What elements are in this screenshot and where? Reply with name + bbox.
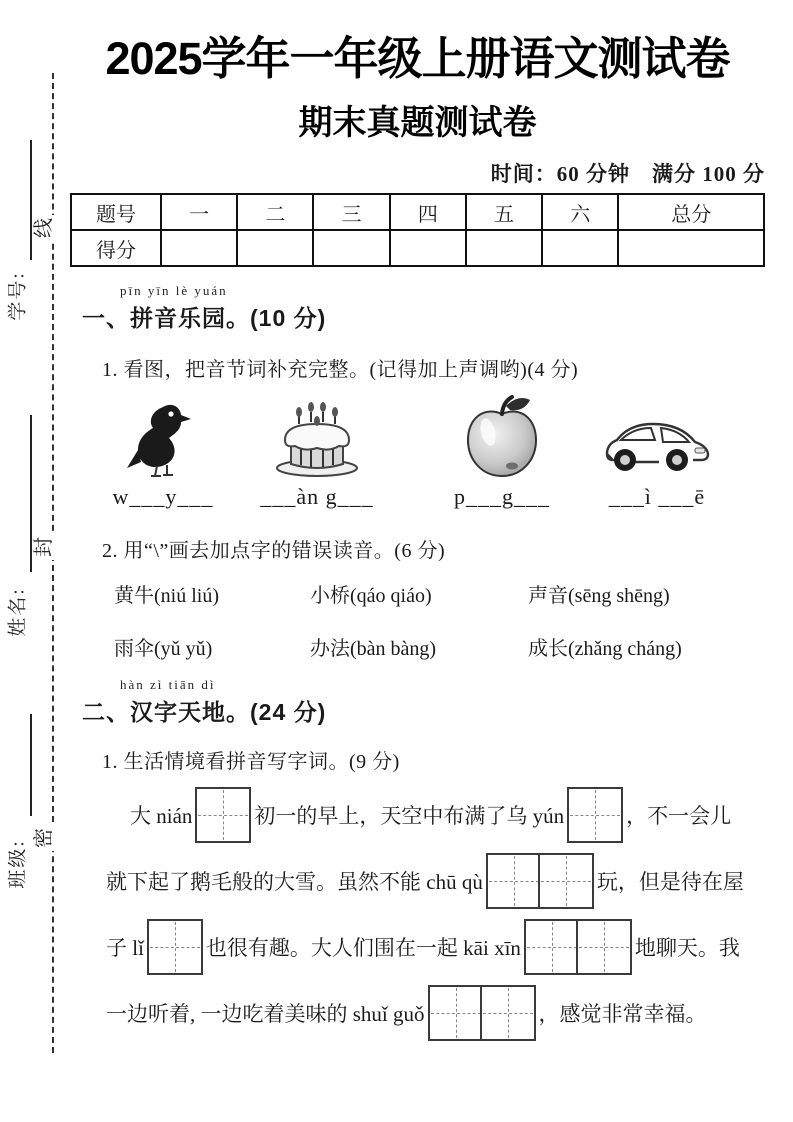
score-row-label: 得分 — [71, 230, 161, 266]
section1-question2-text: 2. 用“\”画去加点字的错误读音。(6 分) — [102, 540, 446, 562]
picture-row — [70, 392, 765, 514]
writing-grid-box[interactable] — [195, 787, 251, 843]
line3-text-c: 地聊天。我 — [634, 936, 740, 960]
writing-grid-box[interactable] — [567, 787, 623, 843]
seal-char-feng: 封 — [31, 534, 57, 560]
word-item[interactable]: 声音(sēng shēng) — [528, 585, 670, 607]
cake-icon — [242, 392, 392, 480]
pronunciation-word-grid — [114, 579, 765, 661]
pic-item-cake — [242, 392, 392, 510]
score-cell[interactable] — [313, 230, 389, 266]
paper-title: 2025学年一年级上册语文测试卷 — [105, 33, 730, 84]
student-number-blank-line[interactable] — [30, 140, 32, 260]
name-label: 姓名: — [7, 587, 29, 637]
syllable-blank-car[interactable]: ___ì ___ē — [608, 484, 706, 509]
header-cell-tihao: 题号 — [71, 194, 161, 230]
writing-line-1 — [106, 782, 765, 848]
paper-subtitle: 期末真题测试卷 — [298, 105, 537, 142]
line1-text-a: 大 nián — [130, 804, 193, 828]
header-cell-4: 四 — [390, 194, 466, 230]
name-blank-line[interactable] — [30, 415, 32, 572]
score-table-score-row — [71, 230, 764, 266]
writing-grid-box[interactable] — [538, 853, 594, 909]
section1-pinyin: pīn yīn lè yuán — [120, 283, 228, 298]
header-cell-5: 五 — [466, 194, 542, 230]
writing-grid-box[interactable] — [428, 985, 484, 1041]
paper-content — [70, 18, 765, 1046]
crow-icon — [88, 392, 238, 480]
section2-question1-text: 1. 生活情境看拼音写字词。(9 分) — [102, 751, 400, 773]
time-score-info: 时间：60 分钟 满分 100 分 — [490, 162, 765, 186]
line1-text-b: 初一的早上，天空中布满了乌 yún — [254, 804, 565, 828]
pinyin-writing-paragraph — [106, 782, 765, 1046]
pic-item-crow — [88, 392, 238, 510]
class-blank-line[interactable] — [30, 714, 32, 816]
word-item[interactable]: 小桥(qáo qiáo) — [310, 585, 432, 607]
syllable-blank-crow[interactable]: w___y___ — [112, 484, 214, 509]
syllable-blank-apple[interactable]: p___g___ — [454, 484, 550, 509]
score-cell[interactable] — [161, 230, 237, 266]
seal-char-mi: 密 — [31, 825, 57, 851]
line3-text-a: 子 lǐ — [106, 936, 144, 960]
writing-line-3 — [106, 914, 765, 980]
writing-line-2 — [106, 848, 765, 914]
header-cell-total: 总分 — [618, 194, 764, 230]
section2-pinyin: hàn zì tiān dì — [120, 677, 216, 692]
word-item[interactable]: 成长(zhǎng cháng) — [528, 638, 682, 660]
header-cell-2: 二 — [237, 194, 313, 230]
score-cell[interactable] — [542, 230, 618, 266]
section1-question1-text: 1. 看图，把音节词补充完整。(记得加上声调哟)(4 分) — [102, 359, 579, 381]
line3-text-b: 也很有趣。大人们围在一起 kāi xīn — [205, 936, 521, 960]
word-item[interactable]: 雨伞(yǔ yǔ) — [114, 638, 213, 660]
class-label: 班级: — [7, 839, 29, 889]
car-icon — [582, 392, 732, 480]
word-item[interactable]: 黄牛(niú liú) — [114, 585, 219, 607]
line4-text-b: ，感觉非常幸福。 — [538, 1002, 707, 1026]
pic-item-car — [582, 392, 732, 510]
score-table — [70, 193, 765, 267]
score-table-header-row — [71, 194, 764, 230]
score-cell[interactable] — [466, 230, 542, 266]
header-cell-3: 三 — [313, 194, 389, 230]
writing-grid-box[interactable] — [524, 919, 580, 975]
pic-item-apple — [427, 392, 577, 510]
line1-text-c: ，不一会儿 — [626, 804, 732, 828]
writing-grid-box[interactable] — [480, 985, 536, 1041]
student-number-label: 学号: — [7, 271, 29, 321]
header-cell-1: 一 — [161, 194, 237, 230]
line2-text-a: 就下起了鹅毛般的大雪。虽然不能 chū qù — [106, 870, 483, 894]
score-cell[interactable] — [237, 230, 313, 266]
score-cell[interactable] — [390, 230, 466, 266]
syllable-blank-cake[interactable]: ___àn g___ — [260, 484, 374, 509]
apple-icon — [427, 392, 577, 480]
section2-title: 二、汉字天地。(24 分) — [82, 699, 327, 725]
header-cell-6: 六 — [542, 194, 618, 230]
score-cell-total[interactable] — [618, 230, 764, 266]
line2-text-b: 玩，但是待在屋 — [596, 870, 744, 894]
line4-text-a: 一边听着, 一边吃着美味的 shuǐ guǒ — [106, 1002, 425, 1026]
writing-grid-box[interactable] — [576, 919, 632, 975]
seal-char-xian: 线 — [31, 215, 57, 241]
word-item[interactable]: 办法(bàn bàng) — [310, 638, 437, 660]
writing-grid-box[interactable] — [486, 853, 542, 909]
writing-line-4 — [106, 980, 765, 1046]
writing-grid-box[interactable] — [147, 919, 203, 975]
section1-title: 一、拼音乐园。(10 分) — [82, 305, 327, 331]
